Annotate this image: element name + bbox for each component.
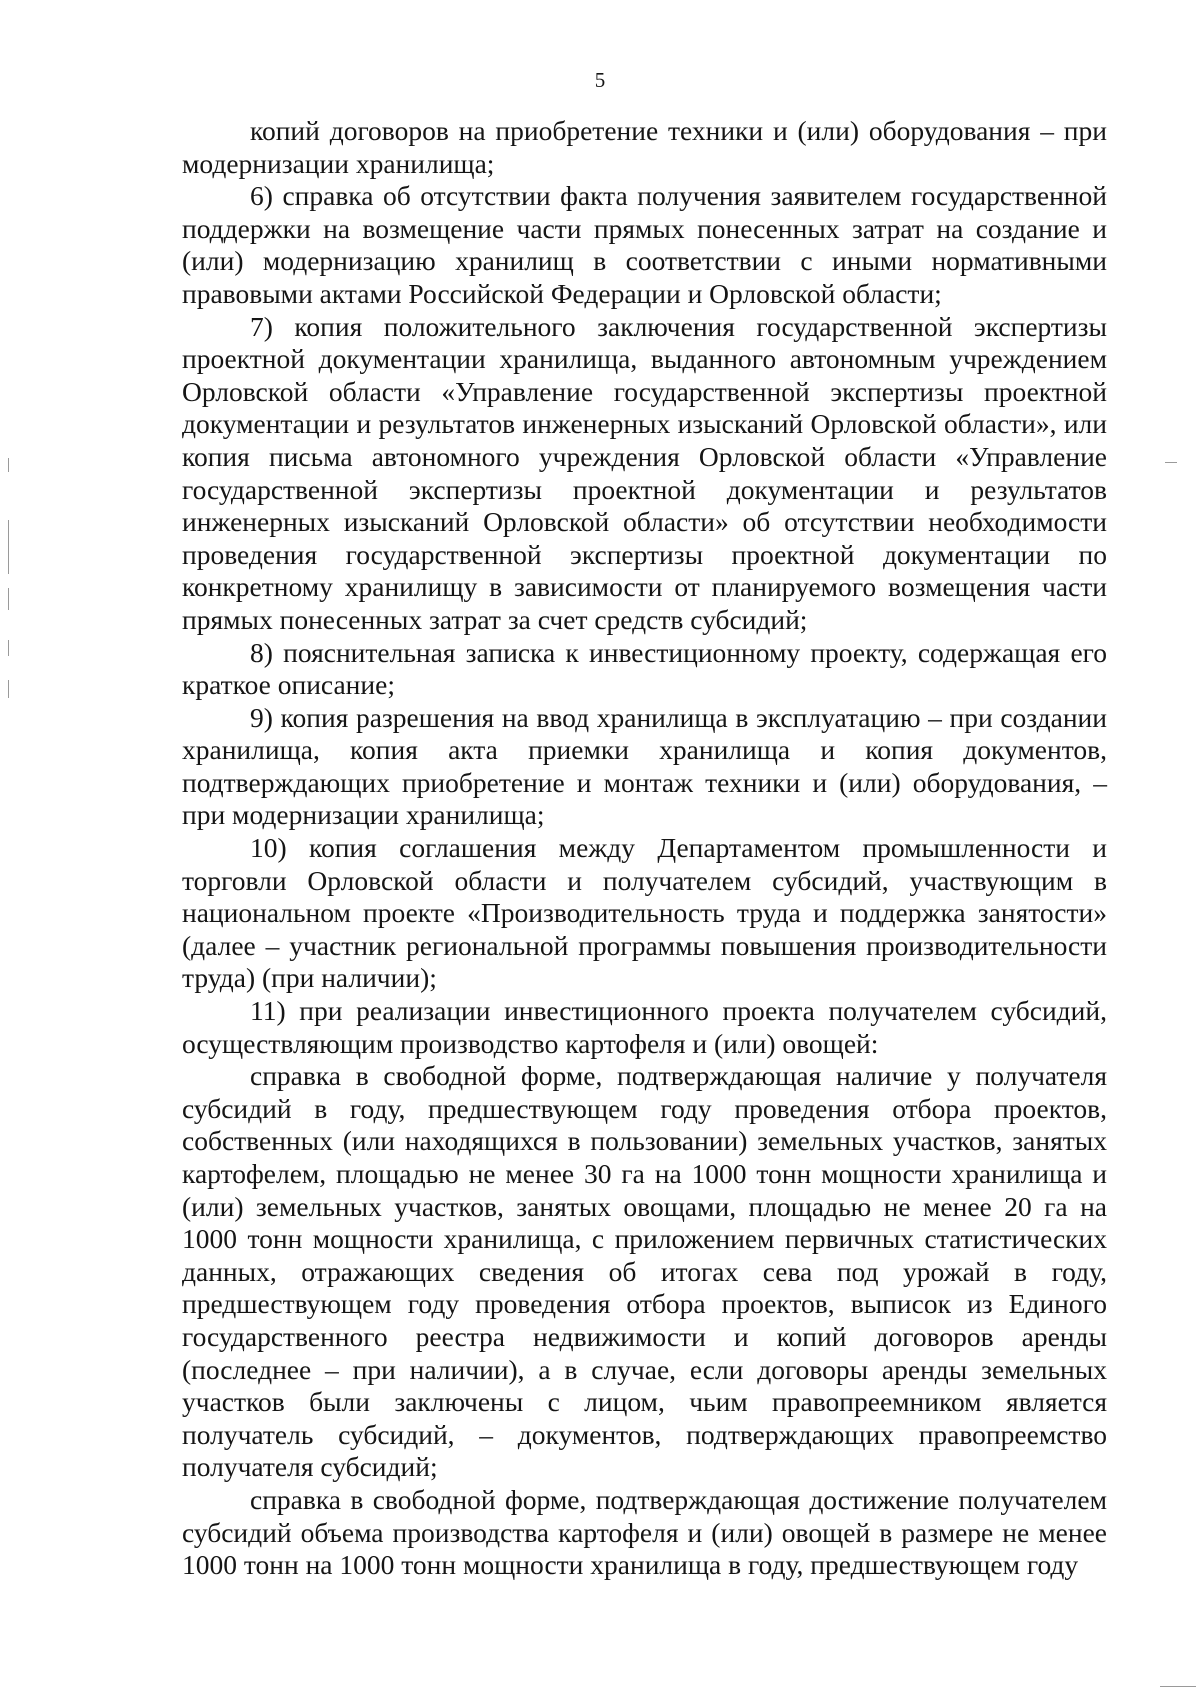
scan-artifact — [8, 458, 9, 472]
paragraph-item-8: 8) пояснительная записка к инвестиционному проекту, содержащая его краткое описание; — [182, 636, 1107, 701]
document-body — [182, 115, 1107, 1582]
paragraph-item-9: 9) копия разрешения на ввод хранилища в эксплуатацию – при создании хранилища, копия акта приемки хранилища и копия документов, подтверждающих приобретение и монтаж техники и (или) оборудования, – при модернизации хранилища; — [182, 701, 1107, 831]
paragraph-production-certificate: справка в свободной форме, подтверждающая достижение получателем субсидий объема производства картофеля и (или) овощей в размере не менее 1000 тонн на 1000 тонн мощности хранилища в году, предшествующем году — [182, 1483, 1107, 1581]
scan-artifact — [8, 640, 9, 656]
paragraph-item-11: 11) при реализации инвестиционного проекта получателем субсидий, осуществляющим производство картофеля и (или) овощей: — [182, 995, 1107, 1059]
paragraph-item-10: 10) копия соглашения между Департаментом промышленности и торговли Орловской области и получателем субсидий, участвующим в национальном проекте «Производительность труда и поддержка занятости» (далее – участник региональной программы повышения производительности труда) (при наличии); — [182, 832, 1107, 994]
scan-artifact — [1165, 462, 1177, 463]
paragraph-continuation: копий договоров на приобретение техники и (или) оборудования – при модернизации хранилища; — [182, 115, 1107, 179]
scan-artifact — [8, 588, 9, 610]
paragraph-item-6: 6) справка об отсутствии факта получения заявителем государственной поддержки на возмещение части прямых понесенных затрат на создание и (или) модернизацию хранилищ в соответствии с иными нормативными правовыми актами Российской Федерации и Орловской области; — [182, 180, 1107, 309]
scan-artifact — [1160, 1686, 1196, 1687]
paragraph-item-7: 7) копия положительного заключения государственной экспертизы проектной документации хранилища, выданного автономным учреждением Орловской области «Управление государственной экспертизы проектной документации и результатов инженерных изысканий Орловской области», или копия письма автономного учреждения Орловской области «Управление государственной экспертизы проектной документации и результатов инженерных изысканий Орловской области» об отсутствии необходимости проведения государственной экспертизы проектной документации по конкретному хранилищу в зависимости от планируемого возмещения части прямых понесенных затрат за счет средств субсидий; — [182, 310, 1107, 635]
scan-artifact — [8, 520, 9, 574]
scan-artifact — [8, 680, 9, 698]
paragraph-land-certificate: справка в свободной форме, подтверждающая наличие у получателя субсидий в году, предшествующем году проведения отбора проектов, собственных (или находящихся в пользовании) земельных участков, занятых картофелем, площадью не менее 30 га на 1000 тонн мощности хранилища и (или) земельных участков, занятых овощами, площадью не менее 20 га на 1000 тонн мощности хранилища, с приложением первичных статистических данных, отражающих сведения об итогах сева под урожай в году, предшествующем году проведения отбора проектов, выписок из Единого государственного реестра недвижимости и копий договоров аренды (последнее – при наличии), а в случае, если договоры аренды земельных участков были заключены с лицом, чьим правопреемником является получатель субсидий, – документов, подтверждающих правопреемство получателя субсидий; — [182, 1060, 1107, 1483]
page-number: 5 — [594, 68, 606, 92]
